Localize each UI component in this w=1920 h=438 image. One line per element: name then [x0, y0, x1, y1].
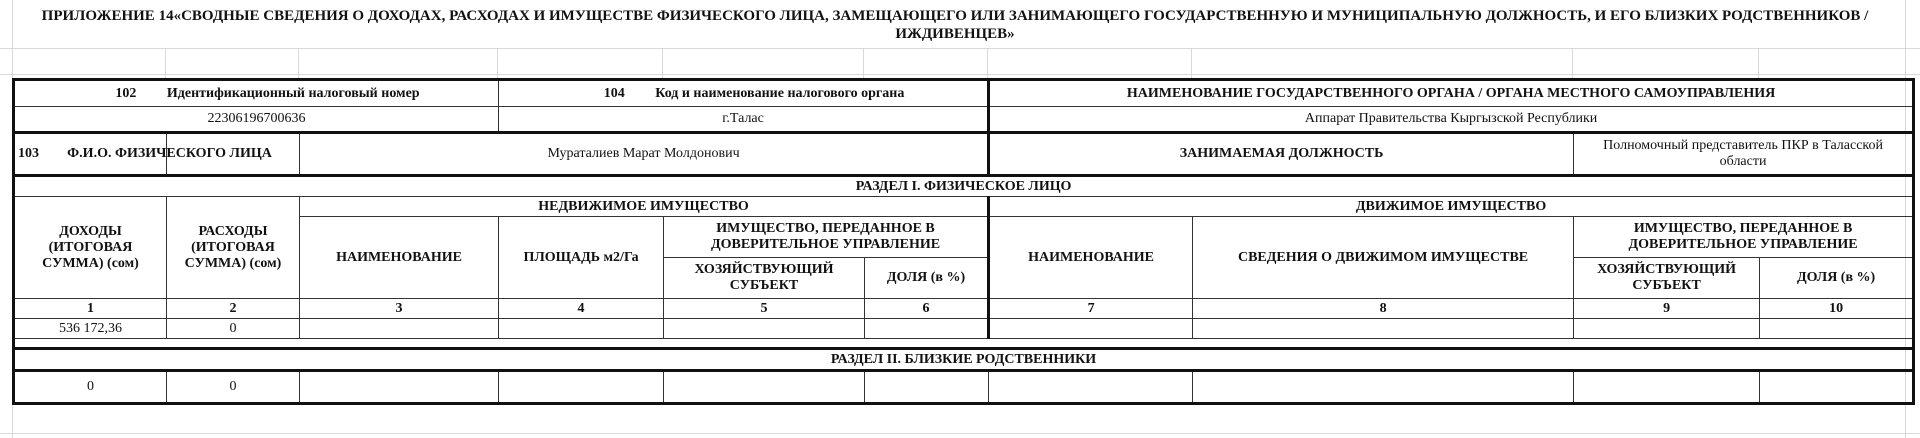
- section1-cell: [499, 319, 664, 339]
- col-number: 4: [499, 299, 664, 319]
- section1-cell: [1574, 319, 1760, 339]
- section1-cell: [865, 319, 989, 339]
- col-number: 1: [14, 299, 167, 319]
- position-label: ЗАНИМАЕМАЯ ДОЛЖНОСТЬ: [989, 133, 1574, 176]
- section2-cell: [499, 371, 664, 404]
- section1-cell: 536 172,36: [14, 319, 167, 339]
- col-income: ДОХОДЫ (ИТОГОВАЯ СУММА) (сом): [14, 197, 167, 299]
- section2-cell: [865, 371, 989, 404]
- col-trust: ИМУЩЕСТВО, ПЕРЕДАННОЕ В ДОВЕРИТЕЛЬНОЕ УПРАВЛЕНИЕ: [664, 217, 989, 258]
- org-label: НАИМЕНОВАНИЕ ГОСУДАРСТВЕННОГО ОРГАНА / ОРГАНА МЕСТНОГО САМОУПРАВЛЕНИЯ: [989, 80, 1914, 107]
- col-area: ПЛОЩАДЬ м2/Га: [499, 217, 664, 299]
- col-name: НАИМЕНОВАНИЕ: [300, 217, 499, 299]
- inn-label-cell: [14, 80, 499, 107]
- section1-cell: [1760, 319, 1914, 339]
- col-number: 9: [1574, 299, 1760, 319]
- col-share2: ДОЛЯ (в %): [1760, 258, 1914, 299]
- col-movable: ДВИЖИМОЕ ИМУЩЕСТВО: [989, 197, 1914, 217]
- col-movable-name: НАИМЕНОВАНИЕ: [989, 217, 1193, 299]
- section2-cell: [1574, 371, 1760, 404]
- col-real-estate: НЕДВИЖИМОЕ ИМУЩЕСТВО: [300, 197, 989, 217]
- section1-cell: 0: [167, 319, 300, 339]
- tax-code: 104: [603, 85, 625, 101]
- fio-label-cell: [14, 133, 272, 176]
- col-movable-info: СВЕДЕНИЯ О ДВИЖИМОМ ИМУЩЕСТВЕ: [1193, 217, 1574, 299]
- tax-value: г.Талас: [499, 107, 989, 133]
- col-number: 5: [664, 299, 865, 319]
- section2-cell: 0: [167, 371, 300, 404]
- col-number: 7: [989, 299, 1193, 319]
- tax-label: Код и наименование налогового органа: [655, 85, 905, 101]
- document-title: ПРИЛОЖЕНИЕ 14«СВОДНЫЕ СВЕДЕНИЯ О ДОХОДАХ, РАСХОДАХ И ИМУЩЕСТВЕ ФИЗИЧЕСКОГО ЛИЦА, ЗАМЕЩАЮЩЕГО ИЛИ ЗАНИМАЮЩЕГО ГОСУДАРСТВЕННУЮ И МУНИЦИПАЛЬНУЮ ДОЛЖНОСТЬ, И ЕГО БЛИЗКИХ РОДСТВЕННИКОВ / ИЖДИВЕНЦЕВ»: [41, 8, 1869, 42]
- inn-value: 22306196700636: [14, 107, 499, 133]
- org-value: Аппарат Правительства Кыргызской Республики: [989, 107, 1914, 133]
- section2-title: РАЗДЕЛ II. БЛИЗКИЕ РОДСТВЕННИКИ: [14, 349, 1914, 371]
- section1-title: РАЗДЕЛ I. ФИЗИЧЕСКОЕ ЛИЦО: [14, 176, 1914, 197]
- fio-code: 103: [18, 146, 39, 161]
- inn-code: 102: [115, 85, 137, 101]
- col-trust2: ИМУЩЕСТВО, ПЕРЕДАННОЕ В ДОВЕРИТЕЛЬНОЕ УПРАВЛЕНИЕ: [1574, 217, 1914, 258]
- position-value: Полномочный представитель ПКР в Таласской области: [1574, 133, 1914, 176]
- tax-label-cell: [499, 80, 989, 107]
- section1-cell: [1193, 319, 1574, 339]
- col-number: 6: [865, 299, 989, 319]
- spacer-row: [14, 339, 1914, 349]
- inn-label: Идентификационный налоговый номер: [166, 85, 420, 101]
- col-number: 2: [167, 299, 300, 319]
- col-number: 10: [1760, 299, 1914, 319]
- col-number: 8: [1193, 299, 1574, 319]
- section2-cell: 0: [14, 371, 167, 404]
- col-number: 3: [300, 299, 499, 319]
- fio-value: Мураталиев Марат Молдонович: [300, 133, 989, 176]
- section1-cell: [989, 319, 1193, 339]
- col-entity2: ХОЗЯЙСТВУЮЩИЙ СУБЪЕКТ: [1574, 258, 1760, 299]
- section1-cell: [664, 319, 865, 339]
- col-entity: ХОЗЯЙСТВУЮЩИЙ СУБЪЕКТ: [664, 258, 865, 299]
- section2-cell: [300, 371, 499, 404]
- fio-label: Ф.И.О. ФИЗИЧЕСКОГО ЛИЦА: [67, 146, 272, 161]
- declaration-table: [12, 78, 1915, 405]
- section1-cell: [300, 319, 499, 339]
- col-expenses: РАСХОДЫ (ИТОГОВАЯ СУММА) (сом): [167, 197, 300, 299]
- col-share: ДОЛЯ (в %): [865, 258, 989, 299]
- section2-cell: [1760, 371, 1914, 404]
- section2-cell: [664, 371, 865, 404]
- section2-cell: [1193, 371, 1574, 404]
- section2-cell: [989, 371, 1193, 404]
